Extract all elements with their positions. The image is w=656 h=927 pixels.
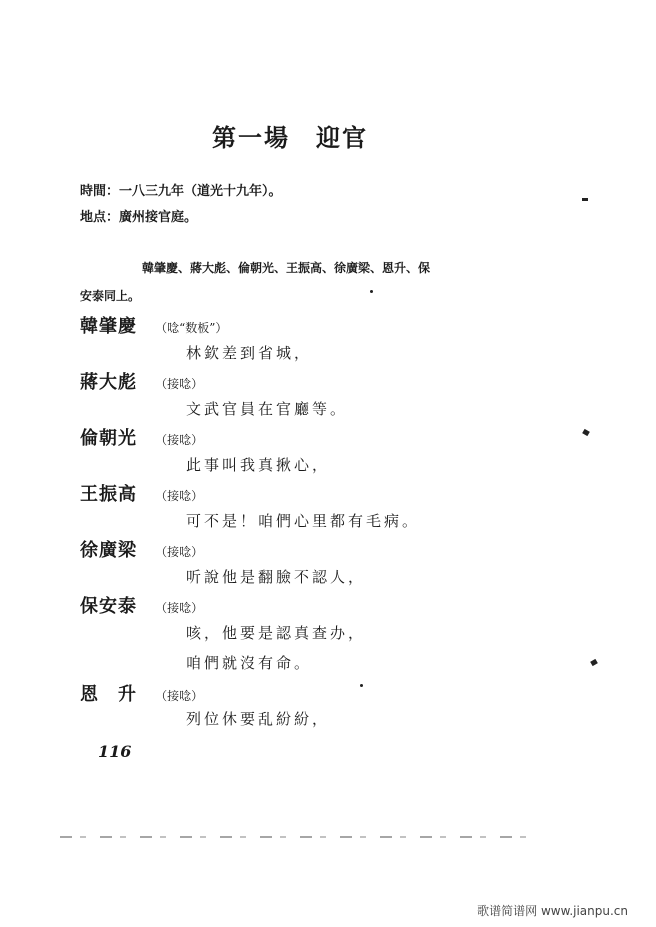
- scan-speck: [370, 290, 373, 293]
- scan-speck: [590, 659, 598, 666]
- place-value: 廣州接官庭。: [119, 210, 198, 225]
- stage-direction-line-1: 韓肇慶、蔣大彪、倫朝光、王振高、徐廣梁、恩升、保: [142, 261, 431, 275]
- speaker-name: 王振高: [80, 484, 137, 505]
- dialogue-line: 咳，他要是認真查办，: [186, 624, 367, 642]
- time-value: 一八三九年（道光十九年）。: [119, 184, 282, 199]
- place-line: [80, 206, 197, 225]
- time-line: [80, 180, 282, 199]
- dialogue-speaker-row: [80, 424, 560, 450]
- dialogue-speaker-row: [80, 480, 560, 506]
- speaker-name: 倫朝光: [80, 428, 137, 449]
- scan-artifact-line: [60, 836, 530, 838]
- dialogue-line: 林欽差到省城，: [186, 344, 313, 362]
- speaker-name: 保安泰: [80, 596, 137, 617]
- speaker-cue: （接唸）: [155, 377, 204, 391]
- scan-speck: [582, 198, 588, 201]
- dialogue-speaker-row: [80, 592, 560, 618]
- stage-direction-line-2: 安泰同上。: [80, 289, 141, 303]
- time-label: 時間：: [80, 184, 120, 199]
- speaker-cue: （接唸）: [155, 689, 204, 703]
- dialogue-line: 文武官員在官廳等。: [186, 400, 349, 418]
- speaker-cue: （唸“数板”）: [155, 321, 228, 335]
- page-number: 116: [98, 742, 132, 761]
- speaker-cue: （接唸）: [155, 433, 204, 447]
- stage-direction: [80, 254, 480, 310]
- speaker-name: 徐廣梁: [80, 540, 137, 561]
- dialogue-line: 听說他是翻臉不認人，: [186, 568, 367, 586]
- speaker-name: 恩 升: [80, 684, 137, 705]
- dialogue-speaker-row: [80, 312, 560, 338]
- speaker-name: 蔣大彪: [80, 372, 137, 393]
- dialogue-speaker-row: [80, 536, 560, 562]
- speaker-cue: （接唸）: [155, 601, 204, 615]
- scan-speck: [360, 684, 363, 687]
- dialogue-line: 可不是！咱們心里都有毛病。: [186, 512, 421, 530]
- dialogue-speaker-row: [80, 368, 560, 394]
- speaker-name: 韓肇慶: [80, 316, 137, 337]
- scan-speck: [582, 429, 590, 436]
- site-watermark: 歌谱简谱网 www.jianpu.cn: [477, 904, 628, 918]
- dialogue-line: 此事叫我真揪心，: [186, 456, 331, 474]
- place-label: 地点：: [80, 210, 120, 225]
- scene-title: 第一場 迎官: [212, 123, 368, 152]
- dialogue-line: 列位休要乱紛紛，: [186, 710, 331, 728]
- speaker-cue: （接唸）: [155, 489, 204, 503]
- dialogue-speaker-row: [80, 680, 560, 706]
- speaker-cue: （接唸）: [155, 545, 204, 559]
- dialogue-line: 咱們就沒有命。: [186, 654, 313, 672]
